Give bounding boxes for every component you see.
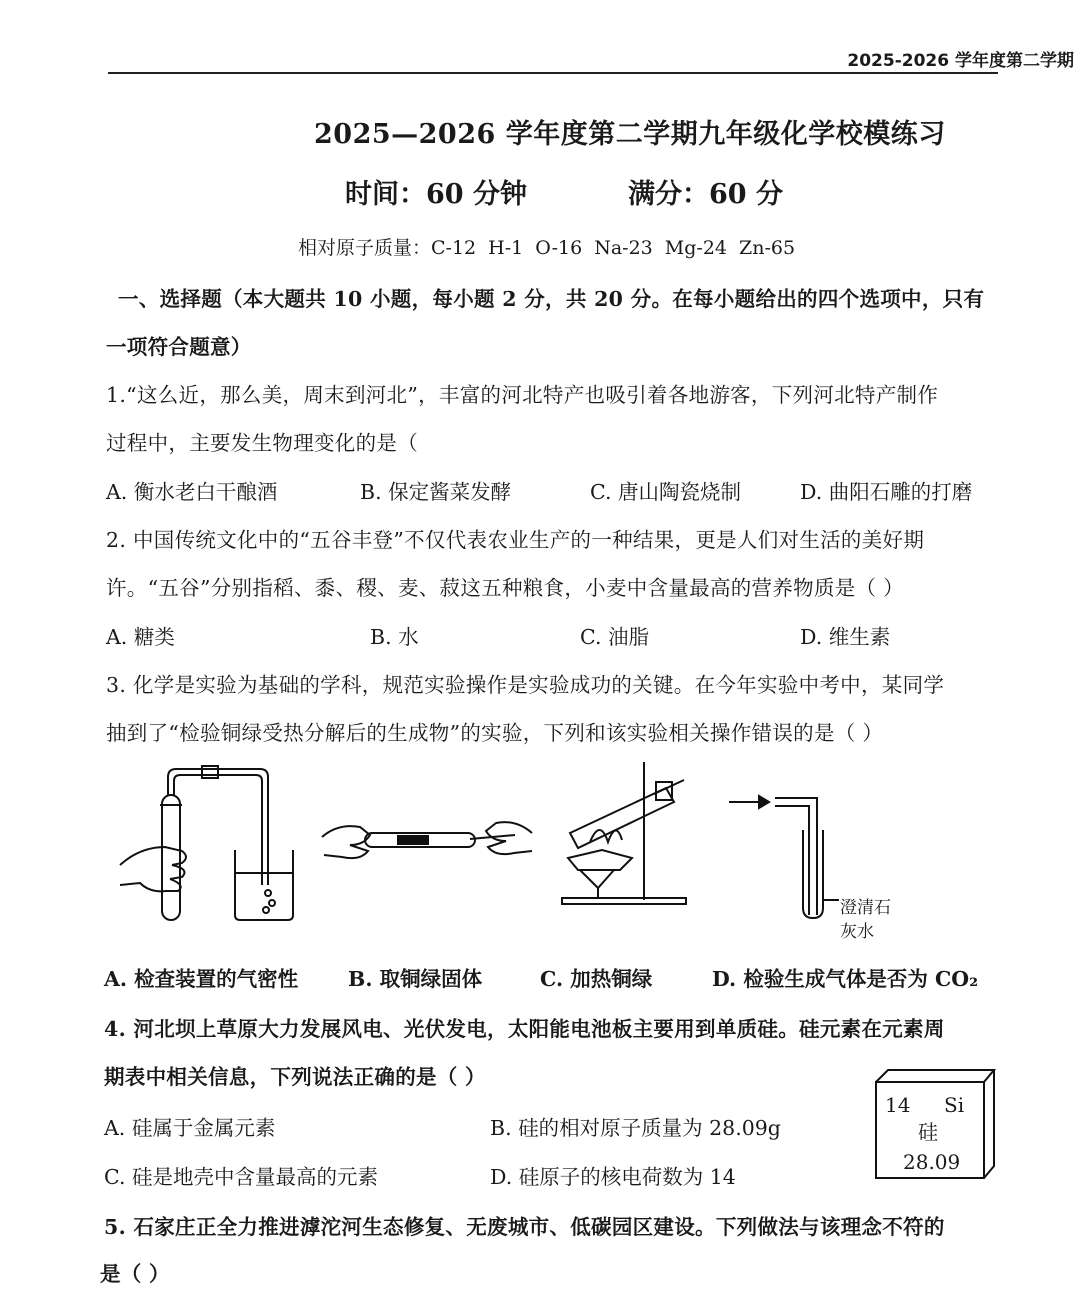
section-heading-cont: 一项符合题意） bbox=[106, 335, 252, 359]
exam-title: 2025—2026 学年度第二学期九年级化学校模练习 bbox=[314, 119, 946, 150]
element-number: 14 bbox=[885, 1093, 911, 1117]
q3-option-c: C. 加热铜绿 bbox=[540, 967, 653, 991]
q4-option-a: A. 硅属于金属元素 bbox=[104, 1116, 276, 1140]
element-name: 硅 bbox=[918, 1120, 938, 1144]
q3-option-a: A. 检查装置的气密性 bbox=[104, 967, 299, 991]
q1-stem: 1.“这么近，那么美，周末到河北”，丰富的河北特产也吸引着各地游客，下列河北特产制作 bbox=[106, 383, 939, 407]
q4-stem: 4. 河北坝上草原大力发展风电、光伏发电，太阳能电池板主要用到单质硅。硅元素在元素周 bbox=[104, 1017, 945, 1041]
exam-time: 时间：60 分钟 bbox=[345, 179, 527, 210]
q2-option-a: A. 糖类 bbox=[106, 625, 175, 649]
q2-option-d: D. 维生素 bbox=[800, 625, 891, 649]
q3-option-d: D. 检验生成气体是否为 CO₂ bbox=[712, 967, 979, 991]
q1-option-a: A. 衡水老白干酿酒 bbox=[106, 480, 278, 504]
limewater-label: 澄清石 bbox=[840, 898, 891, 918]
q2-option-b: B. 水 bbox=[370, 625, 419, 649]
q4-stem-cont: 期表中相关信息，下列说法正确的是（ ） bbox=[104, 1065, 486, 1089]
q5-stem-cont: 是（ ） bbox=[100, 1262, 170, 1286]
q3-stem: 3. 化学是实验为基础的学科，规范实验操作是实验成功的关键。在今年实验中考中，某同学 bbox=[106, 673, 945, 697]
q1-option-c: C. 唐山陶瓷烧制 bbox=[590, 480, 741, 504]
q2-stem-cont: 许。“五谷”分别指稻、黍、稷、麦、菽这五种粮食，小麦中含量最高的营养物质是（ ） bbox=[106, 576, 904, 600]
running-header: 2025-2026 学年度第二学期 bbox=[847, 51, 1074, 71]
exam-score: 满分：60 分 bbox=[628, 179, 783, 210]
q3-stem-cont: 抽到了“检验铜绿受热分解后的生成物”的实验，下列和该实验相关操作错误的是（ ） bbox=[106, 721, 884, 745]
figure-gas-test bbox=[725, 790, 845, 930]
q3-option-b: B. 取铜绿固体 bbox=[348, 967, 483, 991]
q4-option-b: B. 硅的相对原子质量为 28.09g bbox=[490, 1116, 781, 1140]
q4-option-d: D. 硅原子的核电荷数为 14 bbox=[490, 1165, 736, 1189]
q1-option-d: D. 曲阳石雕的打磨 bbox=[800, 480, 973, 504]
q4-option-c: C. 硅是地壳中含量最高的元素 bbox=[104, 1165, 378, 1189]
limewater-label-cont: 灰水 bbox=[840, 922, 874, 942]
figure-airtightness-check bbox=[110, 765, 300, 925]
header-rule bbox=[108, 72, 998, 74]
q5-stem: 5. 石家庄正全力推进滹沱河生态修复、无废城市、低碳园区建设。下列做法与该理念不符的 bbox=[104, 1215, 945, 1239]
figure-taking-solid bbox=[320, 815, 535, 875]
section-heading: 一、选择题（本大题共 10 小题，每小题 2 分，共 20 分。在每小题给出的四个选项中，只有 bbox=[118, 287, 985, 311]
q1-stem-cont: 过程中，主要发生物理变化的是（ bbox=[106, 431, 418, 455]
q1-option-b: B. 保定酱菜发酵 bbox=[360, 480, 512, 504]
figure-heating-setup bbox=[558, 758, 698, 908]
q2-option-c: C. 油脂 bbox=[580, 625, 649, 649]
element-symbol: Si bbox=[944, 1093, 965, 1117]
atomic-masses: 相对原子质量：C-12 H-1 O-16 Na-23 Mg-24 Zn-65 bbox=[298, 237, 796, 259]
q2-stem: 2. 中国传统文化中的“五谷丰登”不仅代表农业生产的一种结果，更是人们对生活的美好期 bbox=[106, 528, 925, 552]
element-mass: 28.09 bbox=[903, 1150, 961, 1174]
